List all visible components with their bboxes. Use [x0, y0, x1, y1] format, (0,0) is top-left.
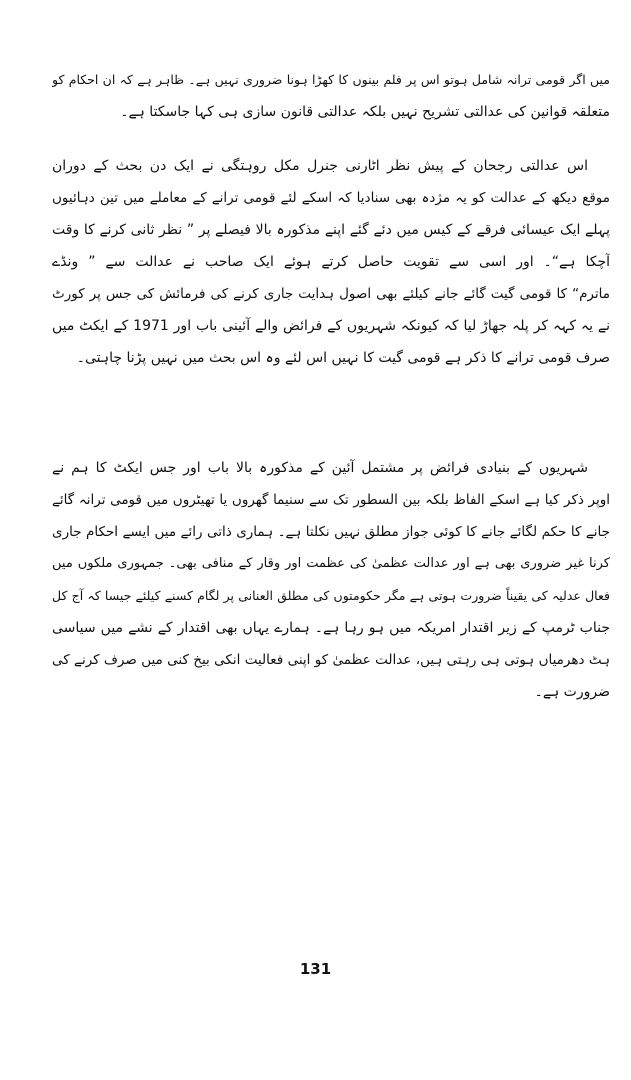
text-line: میں اگر قومی ترانہ شامل ہوتو اس پر فلم بینوں کا کھڑا ہونا ضروری نہیں ہے۔ ظاہر ہے کہ ان احکام کو	[52, 72, 610, 87]
text-line: متعلقہ قوانین کی عدالتی تشریح نہیں بلکہ عدالتی قانون سازی ہی کہا جاسکتا ہے۔	[120, 104, 610, 120]
paragraph-3	[52, 452, 610, 708]
paragraph-1	[52, 64, 610, 128]
paragraph-2	[52, 150, 610, 374]
text-line: ضرورت ہے۔	[534, 684, 610, 700]
text-line: نے یہ کہہ کر پلہ جھاڑ لیا کہ کیونکہ شہریوں کے فرائض والے آئینی باب اور 1971 کے ایکٹ میں	[52, 318, 610, 334]
text-line: فعال عدلیہ کی یقیناً ضرورت ہوتی ہے مگر حکومتوں کی مطلق العنانی پر لگام کسنے کیلئے جیسا کہ آج کل	[52, 588, 610, 603]
text-line: صرف قومی ترانے کا ذکر ہے قومی گیت کا نہیں اس لئے وہ اس بحث میں نہیں پڑنا چاہتی۔	[76, 350, 610, 366]
text-line: جانے کا حکم لگائے جانے کا کوئی جواز مطلق نہیں نکلتا ہے۔ ہماری ذاتی رائے میں ایسے احکام جاری	[52, 524, 610, 540]
text-line: کرنا غیر ضروری بھی ہے اور عدالت عظمیٰ کی عظمت اور وقار کے منافی بھی۔ جمہوری ملکوں میں	[52, 556, 610, 571]
text-line: ماترم“ کا قومی گیت گائے جانے کیلئے بھی اصول ہدایت جاری کرنے کی فرمائش کی جس پر کورٹ	[52, 286, 610, 302]
text-line: ہٹ دھرمیاں ہوتی ہی رہتی ہیں، عدالت عظمیٰ کو اپنی فعالیت انکی بیخ کنی میں صرف کرنے کی	[52, 652, 610, 668]
text-line: آچکا ہے“۔ اور اسی سے تقویت حاصل کرتے ہوئے ایک صاحب نے عدالت سے ” ونڈے	[52, 254, 610, 270]
text-line: پہلے ایک عیسائی فرقے کے کیس میں دئے گئے اپنے مذکورہ بالا فیصلے پر ” نظر ثانی کرنے کا وقت	[52, 222, 610, 238]
text-line: موقع دیکھ کے عدالت کو یہ مژدہ بھی سنادیا کہ اسکے لئے قومی ترانے کے معاملے میں تین دہائیوں	[52, 190, 610, 206]
text-line: اس عدالتی رجحان کے پیش نظر اٹارنی جنرل مکل روہتگی نے ایک دن بحث کے دوران	[52, 158, 588, 174]
text-line: اوپر ذکر کیا ہے اسکے الفاظ بلکہ بین السطور تک سے سنیما گھروں یا تھیٹروں میں قومی ترانہ گائے	[52, 492, 610, 508]
text-line: جناب ٹرمپ کے زیر اقتدار امریکہ میں ہو رہا ہے۔ ہمارے یہاں بھی اقتدار کے نشے میں سیاسی	[52, 620, 610, 636]
text-line: شہریوں کے بنیادی فرائض پر مشتمل آئین کے مذکورہ بالا باب اور جس ایکٹ کا ہم نے	[52, 460, 588, 476]
page-number: 131	[299, 960, 332, 978]
